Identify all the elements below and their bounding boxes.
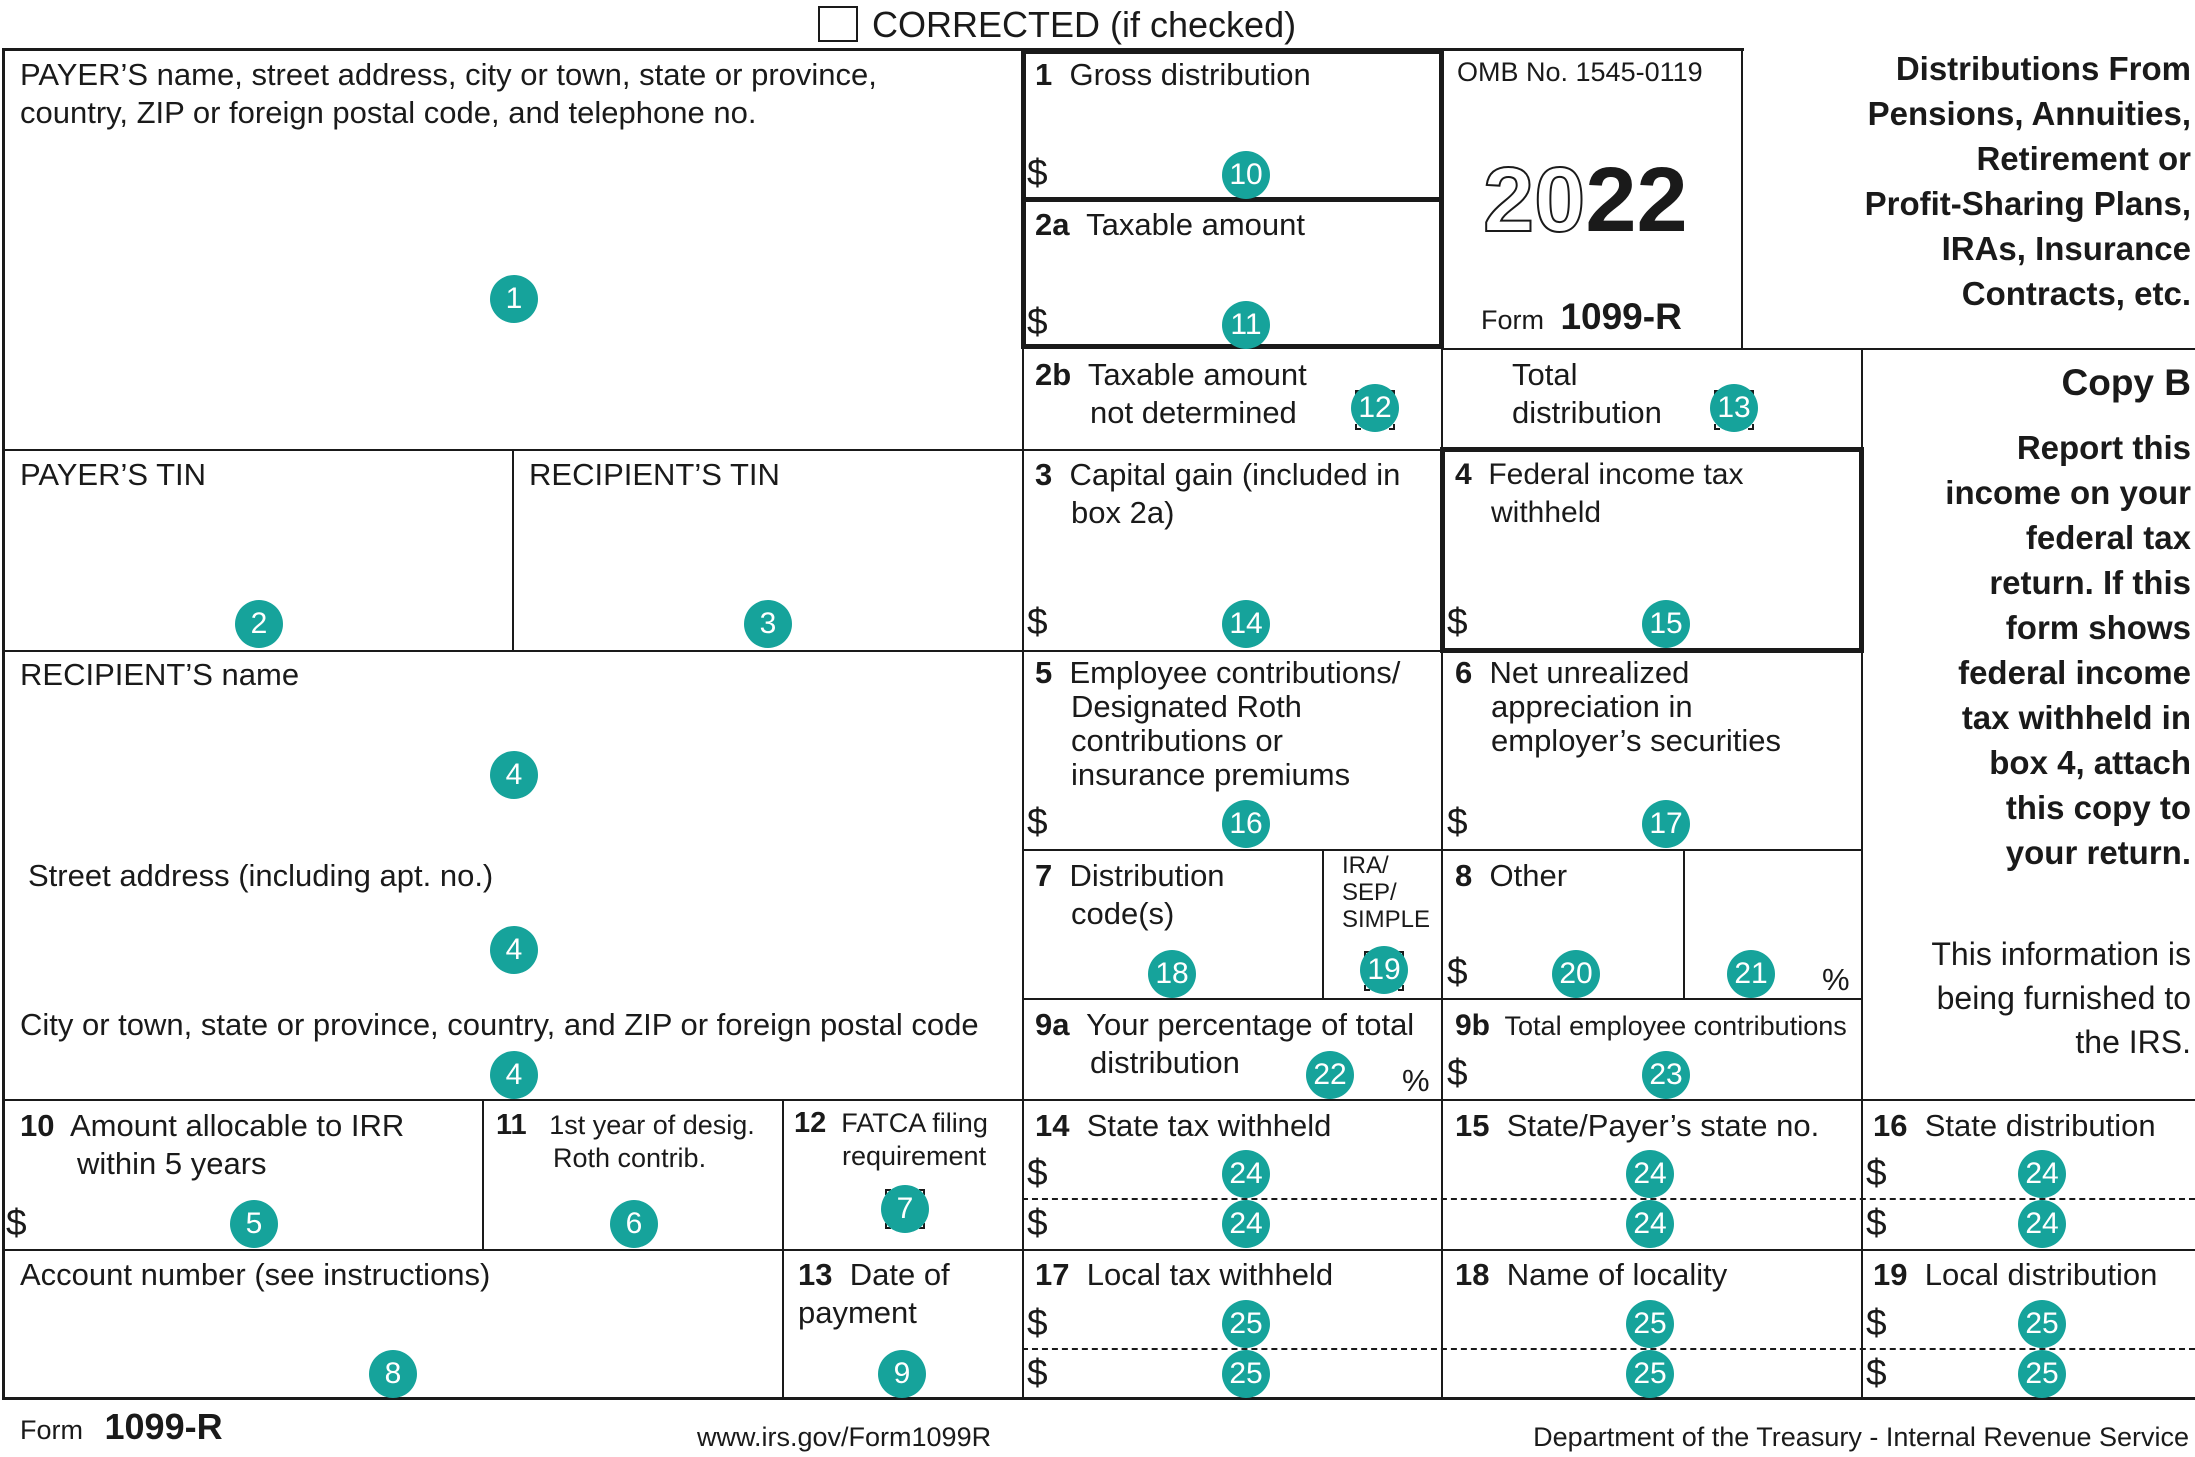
ira-sep-simple-line: SEP/ <box>1342 879 1397 906</box>
payer-info-label-line: country, ZIP or foreign postal code, and telephone no. <box>20 95 757 130</box>
box14-label <box>1035 1107 1331 1145</box>
header-form-id <box>1481 296 1682 338</box>
field-marker-city[interactable]: 4 <box>490 1051 538 1099</box>
field-marker-box6[interactable]: 17 <box>1642 800 1690 848</box>
form-title-line: Retirement or <box>1976 140 2191 177</box>
ira-sep-simple-line: IRA/ <box>1342 852 1389 879</box>
box17-dollar: $ <box>1027 1352 1048 1393</box>
box10-dollar: $ <box>6 1202 27 1243</box>
form-title <box>1865 46 2191 316</box>
rule-row9-top <box>1022 998 1863 1000</box>
box14-dollar: $ <box>1027 1202 1048 1243</box>
box2b-label <box>1035 356 1307 432</box>
total-distribution-label-line: Total <box>1512 357 1578 392</box>
copy-instructions-line: tax withheld in <box>1961 699 2191 736</box>
box11-label <box>496 1109 755 1175</box>
copy-instructions-line: your return. <box>2005 834 2191 871</box>
copy-instructions-line: box 4, attach <box>1989 744 2191 781</box>
box12-label-line: requirement <box>842 1141 987 1171</box>
copy-info-line: This information is <box>1931 936 2191 972</box>
right-top-rule <box>1441 348 2195 350</box>
field-marker-box12[interactable]: 7 <box>881 1185 929 1233</box>
corrected-checkbox[interactable] <box>818 6 858 42</box>
form-bottom-border <box>2 1397 2195 1400</box>
recipient-name-label: RECIPIENT’S name <box>20 657 300 692</box>
box11-label-line: Roth contrib. <box>553 1143 707 1173</box>
box10-number: 10 <box>20 1108 55 1143</box>
tax-year <box>1483 150 1688 250</box>
rule-box10-right <box>482 1099 484 1249</box>
box2b-label-line: not determined <box>1090 395 1297 430</box>
box2b-label-line: Taxable amount <box>1087 357 1307 392</box>
rule-row3-top <box>1022 449 1443 451</box>
box5-label-line: Employee contributions/ <box>1069 655 1401 690</box>
box9b-label-text: Total employee contributions <box>1504 1011 1847 1041</box>
box9a-label <box>1035 1006 1414 1082</box>
box14-label-text: State tax withheld <box>1086 1108 1332 1143</box>
box8-label <box>1455 857 1567 895</box>
box14-number: 14 <box>1035 1108 1070 1143</box>
ira-sep-simple-label <box>1342 852 1430 933</box>
field-marker-box18-line1[interactable]: 25 <box>1626 1300 1674 1348</box>
form-title-line: Pensions, Annuities, <box>1867 95 2191 132</box>
box8-percent-sign: % <box>1822 962 1850 997</box>
field-marker-box4[interactable]: 15 <box>1642 600 1690 648</box>
field-marker-box7[interactable]: 18 <box>1148 950 1196 998</box>
copy-instructions <box>1945 425 2191 875</box>
field-marker-box16-line2[interactable]: 24 <box>2018 1200 2066 1248</box>
form-title-line: Profit-Sharing Plans, <box>1864 185 2191 222</box>
box10-label-line: within 5 years <box>77 1146 267 1181</box>
box2b-number: 2b <box>1035 357 1072 392</box>
omb-right-border <box>1741 48 1743 350</box>
box1-number: 1 <box>1035 57 1053 92</box>
field-marker-box9b[interactable]: 23 <box>1642 1051 1690 1099</box>
field-marker-box18-line2[interactable]: 25 <box>1626 1350 1674 1398</box>
box16-label-text: State distribution <box>1924 1108 2156 1143</box>
field-marker-box14-line2[interactable]: 24 <box>1222 1200 1270 1248</box>
box9a-percent-sign: % <box>1402 1063 1430 1098</box>
rule-row-10-top <box>2 1099 2195 1101</box>
box17-label-text: Local tax withheld <box>1086 1257 1334 1292</box>
rule-box7-ira-divider <box>1322 849 1324 999</box>
ira-sep-simple-line: SIMPLE <box>1342 906 1431 933</box>
box2a-label-text: Taxable amount <box>1086 207 1306 242</box>
field-marker-box3[interactable]: 14 <box>1222 600 1270 648</box>
box14-dollar: $ <box>1027 1152 1048 1193</box>
field-marker-account[interactable]: 8 <box>369 1350 417 1398</box>
box13-label-line: Date of <box>849 1257 950 1292</box>
field-marker-box16-line1[interactable]: 24 <box>2018 1150 2066 1198</box>
box19-label <box>1873 1256 2157 1294</box>
form-title-line: Distributions From <box>1895 50 2191 87</box>
box6-label-line: Net unrealized <box>1489 655 1690 690</box>
header-form-word: Form <box>1481 305 1544 335</box>
box3-label <box>1035 456 1400 532</box>
copy-info-line: being furnished to <box>1936 980 2191 1016</box>
footer-url: www.irs.gov/Form1099R <box>697 1422 992 1452</box>
box13-label <box>798 1256 950 1332</box>
box6-label <box>1455 656 1781 758</box>
tax-year-outline: 20 <box>1483 149 1586 251</box>
box13-label-line: payment <box>798 1295 917 1330</box>
box17-number: 17 <box>1035 1257 1070 1292</box>
box11-label-line: 1st year of desig. <box>549 1110 755 1140</box>
copy-instructions-line: form shows <box>2005 609 2191 646</box>
box9b-number: 9b <box>1455 1009 1491 1042</box>
box1-label <box>1035 56 1311 94</box>
box1-label-text: Gross distribution <box>1069 57 1311 92</box>
footer-form-word: Form <box>20 1415 83 1445</box>
rule-row-account-top <box>2 1249 2195 1251</box>
field-marker-box15-line2[interactable]: 24 <box>1626 1200 1674 1248</box>
copy-instructions-line: federal tax <box>2025 519 2191 556</box>
street-address-label: Street address (including apt. no.) <box>28 858 494 893</box>
state-dashed-line <box>1022 1198 2195 1200</box>
corrected-label: CORRECTED (if checked) <box>872 4 1297 45</box>
box10-label-line: Amount allocable to IRR <box>70 1108 405 1143</box>
field-marker-box8-percent[interactable]: 21 <box>1727 950 1775 998</box>
box9a-label-line: Your percentage of total <box>1086 1007 1415 1042</box>
box12-label <box>794 1107 988 1173</box>
field-marker-box13[interactable]: 9 <box>878 1350 926 1398</box>
copy-instructions-line: return. If this <box>1989 564 2191 601</box>
field-marker-box2a[interactable]: 11 <box>1222 301 1270 349</box>
field-marker-box2b[interactable]: 12 <box>1351 384 1399 432</box>
header-form-number: 1099-R <box>1560 296 1682 337</box>
city-label: City or town, state or province, country, and ZIP or foreign postal code <box>20 1007 979 1042</box>
field-marker-box19-line1[interactable]: 25 <box>2018 1300 2066 1348</box>
box13-number: 13 <box>798 1257 833 1292</box>
box3-label-line: Capital gain (included in <box>1069 457 1401 492</box>
local-dashed-line <box>1022 1348 2195 1350</box>
field-marker-payer-tin[interactable]: 2 <box>235 600 283 648</box>
field-marker-box19-line2[interactable]: 25 <box>2018 1350 2066 1398</box>
box4-label-line: Federal income tax <box>1488 458 1744 491</box>
box9a-number: 9a <box>1035 1007 1070 1042</box>
box5-dollar: $ <box>1027 801 1048 842</box>
box9b-dollar: $ <box>1447 1052 1468 1093</box>
box15-number: 15 <box>1455 1108 1490 1143</box>
box12-number: 12 <box>794 1107 827 1139</box>
box5-label-line: Designated Roth <box>1071 689 1302 724</box>
copy-instructions-line: this copy to <box>2005 789 2191 826</box>
total-distribution-label-line: distribution <box>1512 395 1662 430</box>
field-marker-box9a[interactable]: 22 <box>1306 1051 1354 1099</box>
field-marker-total-distribution[interactable]: 13 <box>1710 384 1758 432</box>
form-title-line: IRAs, Insurance <box>1941 230 2191 267</box>
box6-label-line: appreciation in <box>1491 689 1693 724</box>
form-title-line: Contracts, etc. <box>1961 275 2191 312</box>
box5-label-line: contributions or <box>1071 723 1283 758</box>
box9b-label <box>1455 1009 1847 1043</box>
box9a-label-line: distribution <box>1090 1045 1240 1080</box>
box19-dollar: $ <box>1866 1352 1887 1393</box>
field-marker-box14-line1[interactable]: 24 <box>1222 1150 1270 1198</box>
payer-tin-label: PAYER’S TIN <box>20 457 207 492</box>
box8-dollar: $ <box>1447 951 1468 992</box>
box16-dollar: $ <box>1866 1152 1887 1193</box>
footer-form-number: 1099-R <box>104 1406 223 1447</box>
box6-number: 6 <box>1455 655 1473 690</box>
box15-label-text: State/Payer’s state no. <box>1506 1108 1820 1143</box>
box6-dollar: $ <box>1447 801 1468 842</box>
copy-label: Copy B <box>2061 362 2191 403</box>
box8-label-text: Other <box>1489 858 1568 893</box>
box18-label-text: Name of locality <box>1506 1257 1728 1292</box>
total-distribution-label <box>1512 356 1662 432</box>
field-marker-box5[interactable]: 16 <box>1222 800 1270 848</box>
rule-box8-divider <box>1683 849 1685 999</box>
box7-label-line: code(s) <box>1071 896 1175 931</box>
form-left-border <box>2 48 5 1400</box>
box16-label <box>1873 1107 2156 1145</box>
form-top-border <box>2 48 1744 51</box>
box12-label-line: FATCA filing <box>841 1108 988 1138</box>
box17-dollar: $ <box>1027 1302 1048 1343</box>
box19-label-text: Local distribution <box>1924 1257 2158 1292</box>
box19-dollar: $ <box>1866 1302 1887 1343</box>
copy-instructions-line: income on your <box>1945 474 2191 511</box>
field-marker-box17-line2[interactable]: 25 <box>1222 1350 1270 1398</box>
copy-instructions-line: federal income <box>1958 654 2191 691</box>
field-marker-recipient-name[interactable]: 4 <box>490 751 538 799</box>
field-marker-box1[interactable]: 10 <box>1222 151 1270 199</box>
box11-number: 11 <box>496 1109 527 1141</box>
box6-label-line: employer’s securities <box>1491 723 1782 758</box>
box2a-dollar: $ <box>1027 301 1048 342</box>
recipient-tin-label: RECIPIENT’S TIN <box>529 457 780 492</box>
box18-label <box>1455 1256 1727 1294</box>
box17-label <box>1035 1256 1333 1294</box>
field-marker-payer[interactable]: 1 <box>490 275 538 323</box>
box16-number: 16 <box>1873 1108 1908 1143</box>
box1-box2a-divider <box>1021 197 1444 202</box>
box16-dollar: $ <box>1866 1202 1887 1243</box>
field-marker-box8-amount[interactable]: 20 <box>1552 950 1600 998</box>
box5-label <box>1035 656 1400 792</box>
box10-label <box>20 1107 404 1183</box>
box4-label <box>1455 456 1743 532</box>
rule-tin-divider <box>512 449 514 651</box>
payer-info-label-line: PAYER’S name, street address, city or town, state or province, <box>20 57 877 92</box>
payer-info-label <box>20 56 877 132</box>
field-marker-recipient-tin[interactable]: 3 <box>744 600 792 648</box>
footer-department: Department of the Treasury - Internal Revenue Service <box>1533 1422 2189 1452</box>
box3-label-line: box 2a) <box>1071 495 1175 530</box>
omb-number: OMB No. 1545-0119 <box>1457 57 1703 87</box>
box19-number: 19 <box>1873 1257 1908 1292</box>
box3-number: 3 <box>1035 457 1053 492</box>
copy-info-line: the IRS. <box>2075 1024 2191 1060</box>
box8-number: 8 <box>1455 858 1473 893</box>
tax-year-bold: 22 <box>1585 149 1688 251</box>
footer-form-id <box>20 1407 223 1450</box>
box7-label <box>1035 857 1225 933</box>
account-number-label: Account number (see instructions) <box>20 1257 491 1292</box>
box2a-number: 2a <box>1035 207 1070 242</box>
field-marker-box11[interactable]: 6 <box>610 1200 658 1248</box>
field-marker-box15-line1[interactable]: 24 <box>1626 1150 1674 1198</box>
box15-label <box>1455 1107 1819 1145</box>
box4-label-line: withheld <box>1491 496 1602 529</box>
box5-label-line: insurance premiums <box>1071 757 1351 792</box>
box18-number: 18 <box>1455 1257 1490 1292</box>
box2a-label <box>1035 206 1305 244</box>
rule-row7-top <box>1022 849 1863 851</box>
box7-number: 7 <box>1035 858 1053 893</box>
box5-number: 5 <box>1035 655 1053 690</box>
field-marker-ira-sep-simple[interactable]: 19 <box>1360 946 1408 994</box>
box1-dollar: $ <box>1027 152 1048 193</box>
field-marker-box17-line1[interactable]: 25 <box>1222 1300 1270 1348</box>
box7-label-line: Distribution <box>1069 858 1225 893</box>
box4-number: 4 <box>1455 458 1472 491</box>
box3-dollar: $ <box>1027 601 1048 642</box>
field-marker-box10[interactable]: 5 <box>230 1200 278 1248</box>
copy-instructions-line: Report this <box>2016 429 2191 466</box>
copy-info <box>1931 932 2191 1064</box>
box4-dollar: $ <box>1447 601 1468 642</box>
field-marker-street-address[interactable]: 4 <box>490 926 538 974</box>
rule-tin-bottom <box>2 650 1443 652</box>
